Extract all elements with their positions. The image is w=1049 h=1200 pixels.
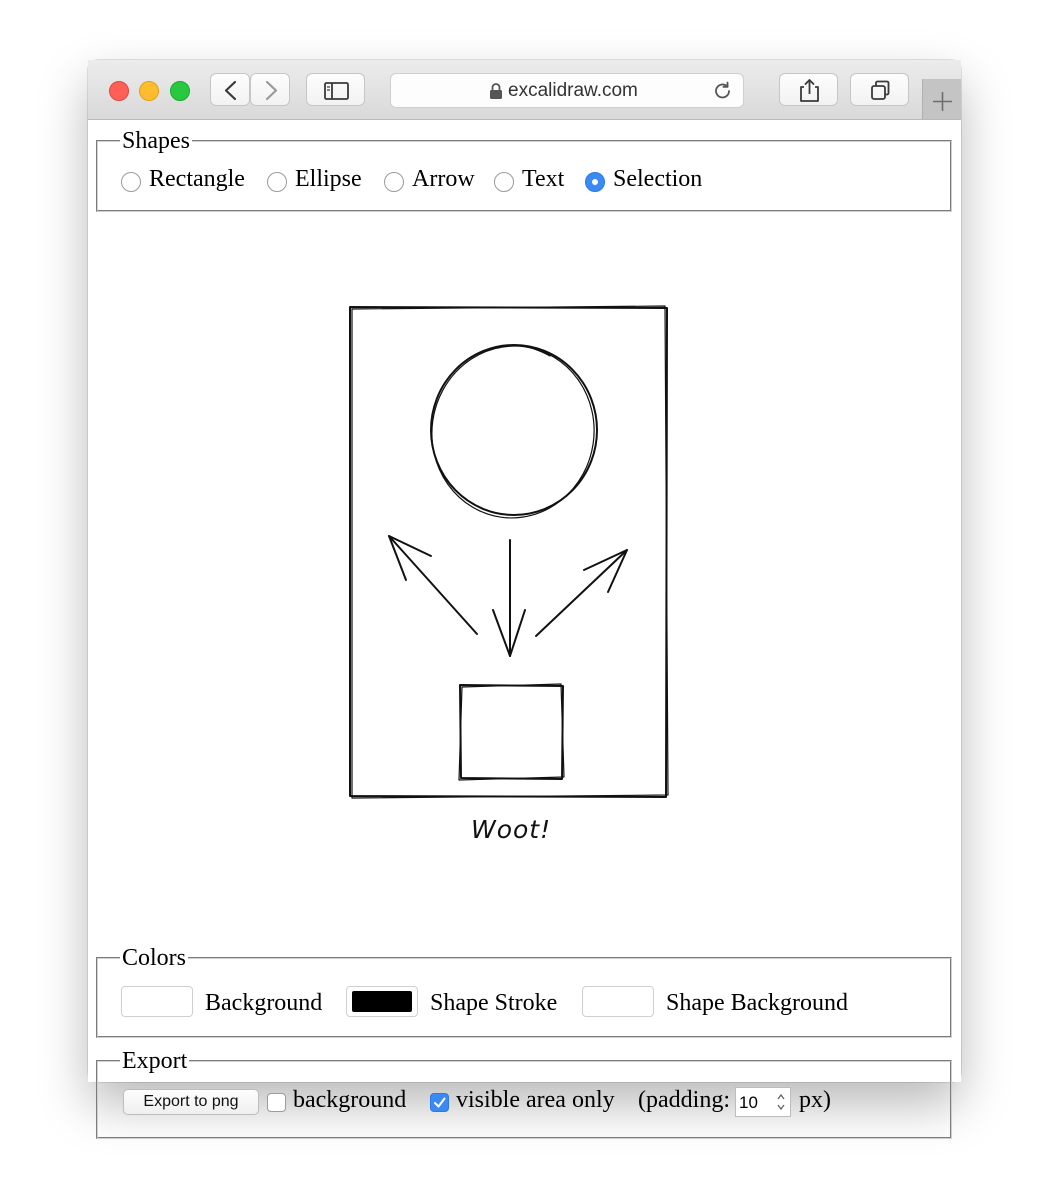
label-ellipse[interactable]: Ellipse <box>295 166 362 192</box>
browser-window <box>88 60 961 1113</box>
padding-value: 10 <box>739 1093 758 1112</box>
canvas-text-woot[interactable]: Woot! <box>471 815 552 844</box>
back-button[interactable] <box>210 73 250 106</box>
share-icon <box>780 74 839 107</box>
plus-icon <box>923 79 962 119</box>
sidebar-icon <box>307 74 366 107</box>
canvas-rectangle[interactable] <box>350 307 667 797</box>
canvas-ellipse-sketch <box>421 336 605 529</box>
label-rectangle[interactable]: Rectangle <box>149 166 245 192</box>
checkmark-icon <box>431 1094 448 1111</box>
chevron-right-icon <box>251 74 291 107</box>
canvas-small-rectangle[interactable] <box>460 685 563 779</box>
radio-rectangle[interactable] <box>121 172 141 192</box>
shape-stroke-color-label: Shape Stroke <box>430 990 558 1016</box>
forward-button[interactable] <box>250 73 290 106</box>
shapes-fieldset <box>96 128 952 212</box>
colors-fieldset <box>96 945 952 1038</box>
tabs-overview-button[interactable] <box>850 73 909 106</box>
share-button[interactable] <box>779 73 838 106</box>
export-fieldset <box>96 1048 952 1139</box>
visible-area-only-checkbox[interactable] <box>430 1093 449 1112</box>
shape-stroke-color-swatch[interactable] <box>346 986 418 1017</box>
export-to-png-button[interactable]: Export to png <box>123 1089 259 1115</box>
export-background-checkbox[interactable] <box>267 1093 286 1112</box>
tabs-icon <box>851 74 910 107</box>
canvas-arrow-left[interactable] <box>389 536 477 634</box>
zoom-window-button[interactable] <box>170 81 190 101</box>
label-arrow[interactable]: Arrow <box>412 166 475 192</box>
shape-background-color-label: Shape Background <box>666 990 848 1016</box>
radio-text[interactable] <box>494 172 514 192</box>
reload-icon[interactable] <box>712 80 734 102</box>
label-text[interactable]: Text <box>522 166 565 192</box>
padding-prefix-label: (padding: <box>638 1087 730 1113</box>
visible-area-only-label[interactable]: visible area only <box>456 1087 615 1113</box>
browser-toolbar <box>88 60 961 120</box>
label-selection[interactable]: Selection <box>613 166 703 192</box>
padding-suffix-label: px) <box>799 1087 831 1113</box>
shape-stroke-color-fill <box>352 991 412 1012</box>
address-bar[interactable] <box>390 73 744 108</box>
canvas-arrow-right[interactable] <box>536 550 627 636</box>
url-text: excalidraw.com <box>508 80 638 101</box>
lock-icon <box>489 82 503 100</box>
shape-background-color-swatch[interactable] <box>582 986 654 1017</box>
background-color-label: Background <box>205 990 323 1016</box>
drawing-canvas[interactable] <box>88 220 961 940</box>
minimize-window-button[interactable] <box>139 81 159 101</box>
background-color-fill <box>127 991 187 1012</box>
export-legend: Export <box>122 1048 188 1074</box>
export-background-label[interactable]: background <box>293 1087 407 1113</box>
new-tab-button[interactable] <box>922 79 961 119</box>
chevron-left-icon <box>211 74 251 107</box>
sidebar-toggle-button[interactable] <box>306 73 365 106</box>
background-color-swatch[interactable] <box>121 986 193 1017</box>
shape-background-color-fill <box>588 991 648 1012</box>
colors-legend: Colors <box>122 945 187 971</box>
stepper-arrows-icon[interactable] <box>776 1092 786 1112</box>
radio-arrow[interactable] <box>384 172 404 192</box>
padding-input[interactable] <box>735 1087 791 1117</box>
shapes-legend: Shapes <box>122 128 190 154</box>
page-content <box>88 120 961 1113</box>
canvas-small-rectangle-sketch <box>459 684 564 780</box>
close-window-button[interactable] <box>109 81 129 101</box>
radio-ellipse[interactable] <box>267 172 287 192</box>
radio-selection[interactable] <box>585 172 605 192</box>
